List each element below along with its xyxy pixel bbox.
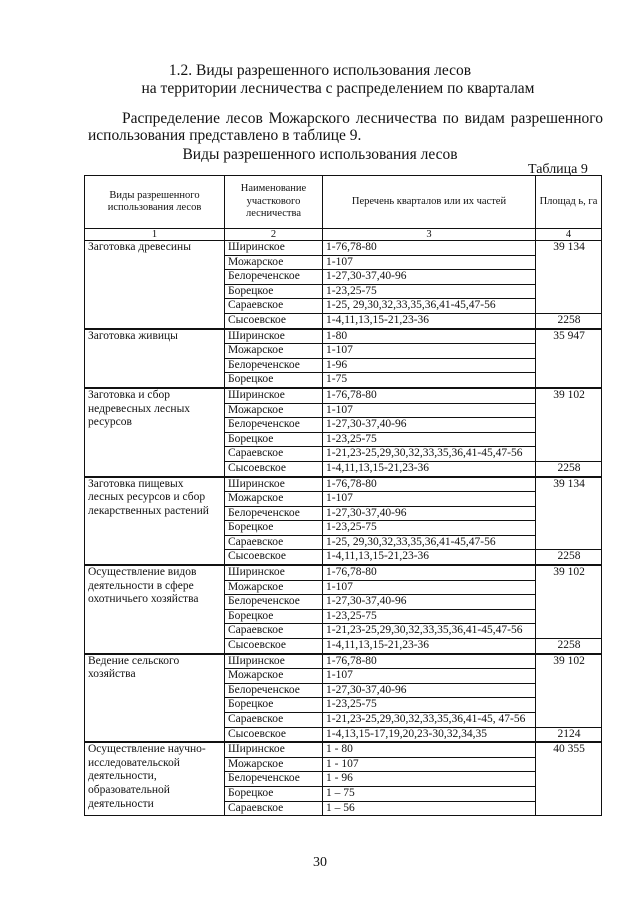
forestry-cell: Борецкое (225, 373, 323, 388)
quarters-cell: 1-96 (323, 358, 536, 373)
forestry-cell: Можарское (225, 580, 323, 595)
section-title-line1: 1.2. Виды разрешенного использования лесов (168, 62, 472, 79)
quarters-cell: 1-21,23-25,29,30,32,33,35,36,41-45,47-56 (323, 447, 536, 462)
forestry-cell: Можарское (225, 669, 323, 684)
use-type-cell: Заготовка пищевых лесных ресурсов и сбор лекарственных растений (85, 477, 225, 566)
header-area: Площад ь, га (536, 176, 602, 229)
table-row (85, 388, 602, 403)
use-type-cell: Заготовка древесины (85, 241, 225, 329)
quarters-cell: 1-27,30-37,40-96 (323, 506, 536, 521)
quarters-cell: 1 – 56 (323, 801, 536, 816)
quarters-cell: 1-76,78-80 (323, 654, 536, 669)
column-number: 3 (323, 229, 536, 241)
forestry-cell: Борецкое (225, 609, 323, 624)
forestry-cell: Можарское (225, 403, 323, 418)
quarters-cell: 1-76,78-80 (323, 565, 536, 580)
area-cell-sysoevskoe: 2258 (536, 313, 602, 328)
page-number: 30 (313, 855, 327, 870)
forestry-cell: Можарское (225, 757, 323, 772)
table-row (85, 565, 602, 580)
forestry-cell: Борецкое (225, 786, 323, 801)
quarters-cell: 1-25, 29,30,32,33,35,36,41-45,47-56 (323, 299, 536, 314)
quarters-cell: 1-25, 29,30,32,33,35,36,41-45,47-56 (323, 535, 536, 550)
forestry-cell: Белореченское (225, 418, 323, 433)
quarters-cell: 1-21,23-25,29,30,32,33,35,36,41-45,47-56 (323, 624, 536, 639)
area-cell-sysoevskoe: 2258 (536, 550, 602, 565)
forestry-cell: Можарское (225, 492, 323, 507)
quarters-cell: 1-23,25-75 (323, 284, 536, 299)
quarters-cell: 1-107 (323, 344, 536, 359)
quarters-cell: 1 – 75 (323, 786, 536, 801)
intro-paragraph: Распределение лесов Можарского лесничества по видам разрешенного использования представлено в таблице 9. (88, 110, 603, 144)
table-row (85, 241, 602, 256)
forestry-cell: Ширинское (225, 329, 323, 344)
area-cell-sysoevskoe: 2258 (536, 639, 602, 654)
quarters-cell: 1-27,30-37,40-96 (323, 595, 536, 610)
quarters-cell: 1 - 107 (323, 757, 536, 772)
forestry-cell: Сысоевское (225, 639, 323, 654)
quarters-cell: 1-27,30-37,40-96 (323, 418, 536, 433)
use-type-cell: Заготовка и сбор недревесных лесных ресурсов (85, 388, 225, 477)
quarters-cell: 1-4,11,13,15-21,23-36 (323, 639, 536, 654)
forestry-cell: Борецкое (225, 284, 323, 299)
forestry-cell: Сысоевское (225, 550, 323, 565)
table-row (85, 477, 602, 492)
forestry-cell: Сараевское (225, 801, 323, 816)
quarters-cell: 1-107 (323, 403, 536, 418)
area-cell: 39 102 (536, 654, 602, 727)
quarters-cell: 1-23,25-75 (323, 609, 536, 624)
area-cell: 39 102 (536, 565, 602, 638)
table-label: Таблица 9 (528, 162, 588, 177)
header-forestry: Наименование участкового лесничества (225, 176, 323, 229)
forestry-cell: Белореченское (225, 358, 323, 373)
use-type-cell: Ведение сельского хозяйства (85, 654, 225, 743)
use-type-cell: Осуществление научно-исследовательской деятельности, образовательной деятельности (85, 742, 225, 815)
forestry-cell: Ширинское (225, 654, 323, 669)
forestry-cell: Ширинское (225, 388, 323, 403)
quarters-cell: 1-4,11,13,15-21,23-36 (323, 313, 536, 328)
quarters-cell: 1-23,25-75 (323, 698, 536, 713)
forestry-cell: Борецкое (225, 521, 323, 536)
table-header-row (85, 176, 602, 229)
forestry-cell: Сараевское (225, 713, 323, 728)
quarters-cell: 1-21,23-25,29,30,32,33,35,36,41-45, 47-56 (323, 713, 536, 728)
quarters-cell: 1-27,30-37,40-96 (323, 270, 536, 285)
area-cell-sysoevskoe: 2124 (536, 727, 602, 742)
quarters-cell: 1-4,11,13,15-21,23-36 (323, 550, 536, 565)
quarters-cell: 1-107 (323, 492, 536, 507)
use-type-cell: Заготовка живицы (85, 329, 225, 388)
quarters-cell: 1-4,13,15-17,19,20,23-30,32,34,35 (323, 727, 536, 742)
forestry-cell: Сараевское (225, 535, 323, 550)
forestry-cell: Белореченское (225, 683, 323, 698)
quarters-cell: 1-80 (323, 329, 536, 344)
forestry-cell: Сысоевское (225, 727, 323, 742)
forestry-cell: Ширинское (225, 742, 323, 757)
area-cell: 39 134 (536, 241, 602, 314)
column-number: 4 (536, 229, 602, 241)
forestry-cell: Сысоевское (225, 313, 323, 328)
table-row (85, 329, 602, 344)
forestry-cell: Можарское (225, 255, 323, 270)
forestry-cell: Сысоевское (225, 461, 323, 476)
column-number-row (85, 229, 602, 241)
forestry-cell: Белореченское (225, 506, 323, 521)
forestry-cell: Ширинское (225, 477, 323, 492)
column-number: 1 (85, 229, 225, 241)
forestry-cell: Ширинское (225, 565, 323, 580)
forestry-cell: Борецкое (225, 698, 323, 713)
area-cell: 35 947 (536, 329, 602, 388)
quarters-cell: 1-76,78-80 (323, 241, 536, 256)
quarters-cell: 1-23,25-75 (323, 521, 536, 536)
quarters-cell: 1-27,30-37,40-96 (323, 683, 536, 698)
forestry-cell: Белореченское (225, 595, 323, 610)
quarters-cell: 1 - 80 (323, 742, 536, 757)
quarters-cell: 1-75 (323, 373, 536, 388)
forestry-cell: Борецкое (225, 432, 323, 447)
quarters-cell: 1-107 (323, 669, 536, 684)
forestry-cell: Ширинское (225, 241, 323, 256)
use-type-cell: Осуществление видов деятельности в сфере охотничьего хозяйства (85, 565, 225, 654)
forestry-cell: Белореченское (225, 270, 323, 285)
quarters-cell: 1 - 96 (323, 772, 536, 787)
header-use-type: Виды разрешенного использования лесов (85, 176, 225, 229)
table-row (85, 654, 602, 669)
header-quarters: Перечень кварталов или их частей (323, 176, 536, 229)
area-cell: 40 355 (536, 742, 602, 815)
quarters-cell: 1-76,78-80 (323, 477, 536, 492)
forestry-cell: Сараевское (225, 447, 323, 462)
quarters-cell: 1-23,25-75 (323, 432, 536, 447)
forestry-cell: Сараевское (225, 624, 323, 639)
area-cell: 39 134 (536, 477, 602, 550)
section-title-line2: на территории лесничества с распределением по кварталам (141, 80, 535, 97)
quarters-cell: 1-107 (323, 580, 536, 595)
quarters-cell: 1-107 (323, 255, 536, 270)
forestry-cell: Сараевское (225, 299, 323, 314)
table-caption: Виды разрешенного использования лесов (182, 146, 458, 163)
forestry-cell: Белореченское (225, 772, 323, 787)
column-number: 2 (225, 229, 323, 241)
area-cell-sysoevskoe: 2258 (536, 461, 602, 476)
quarters-cell: 1-76,78-80 (323, 388, 536, 403)
forest-use-table (84, 175, 602, 816)
table-row (85, 742, 602, 757)
forestry-cell: Можарское (225, 344, 323, 359)
table-body (85, 241, 602, 816)
quarters-cell: 1-4,11,13,15-21,23-36 (323, 461, 536, 476)
area-cell: 39 102 (536, 388, 602, 461)
